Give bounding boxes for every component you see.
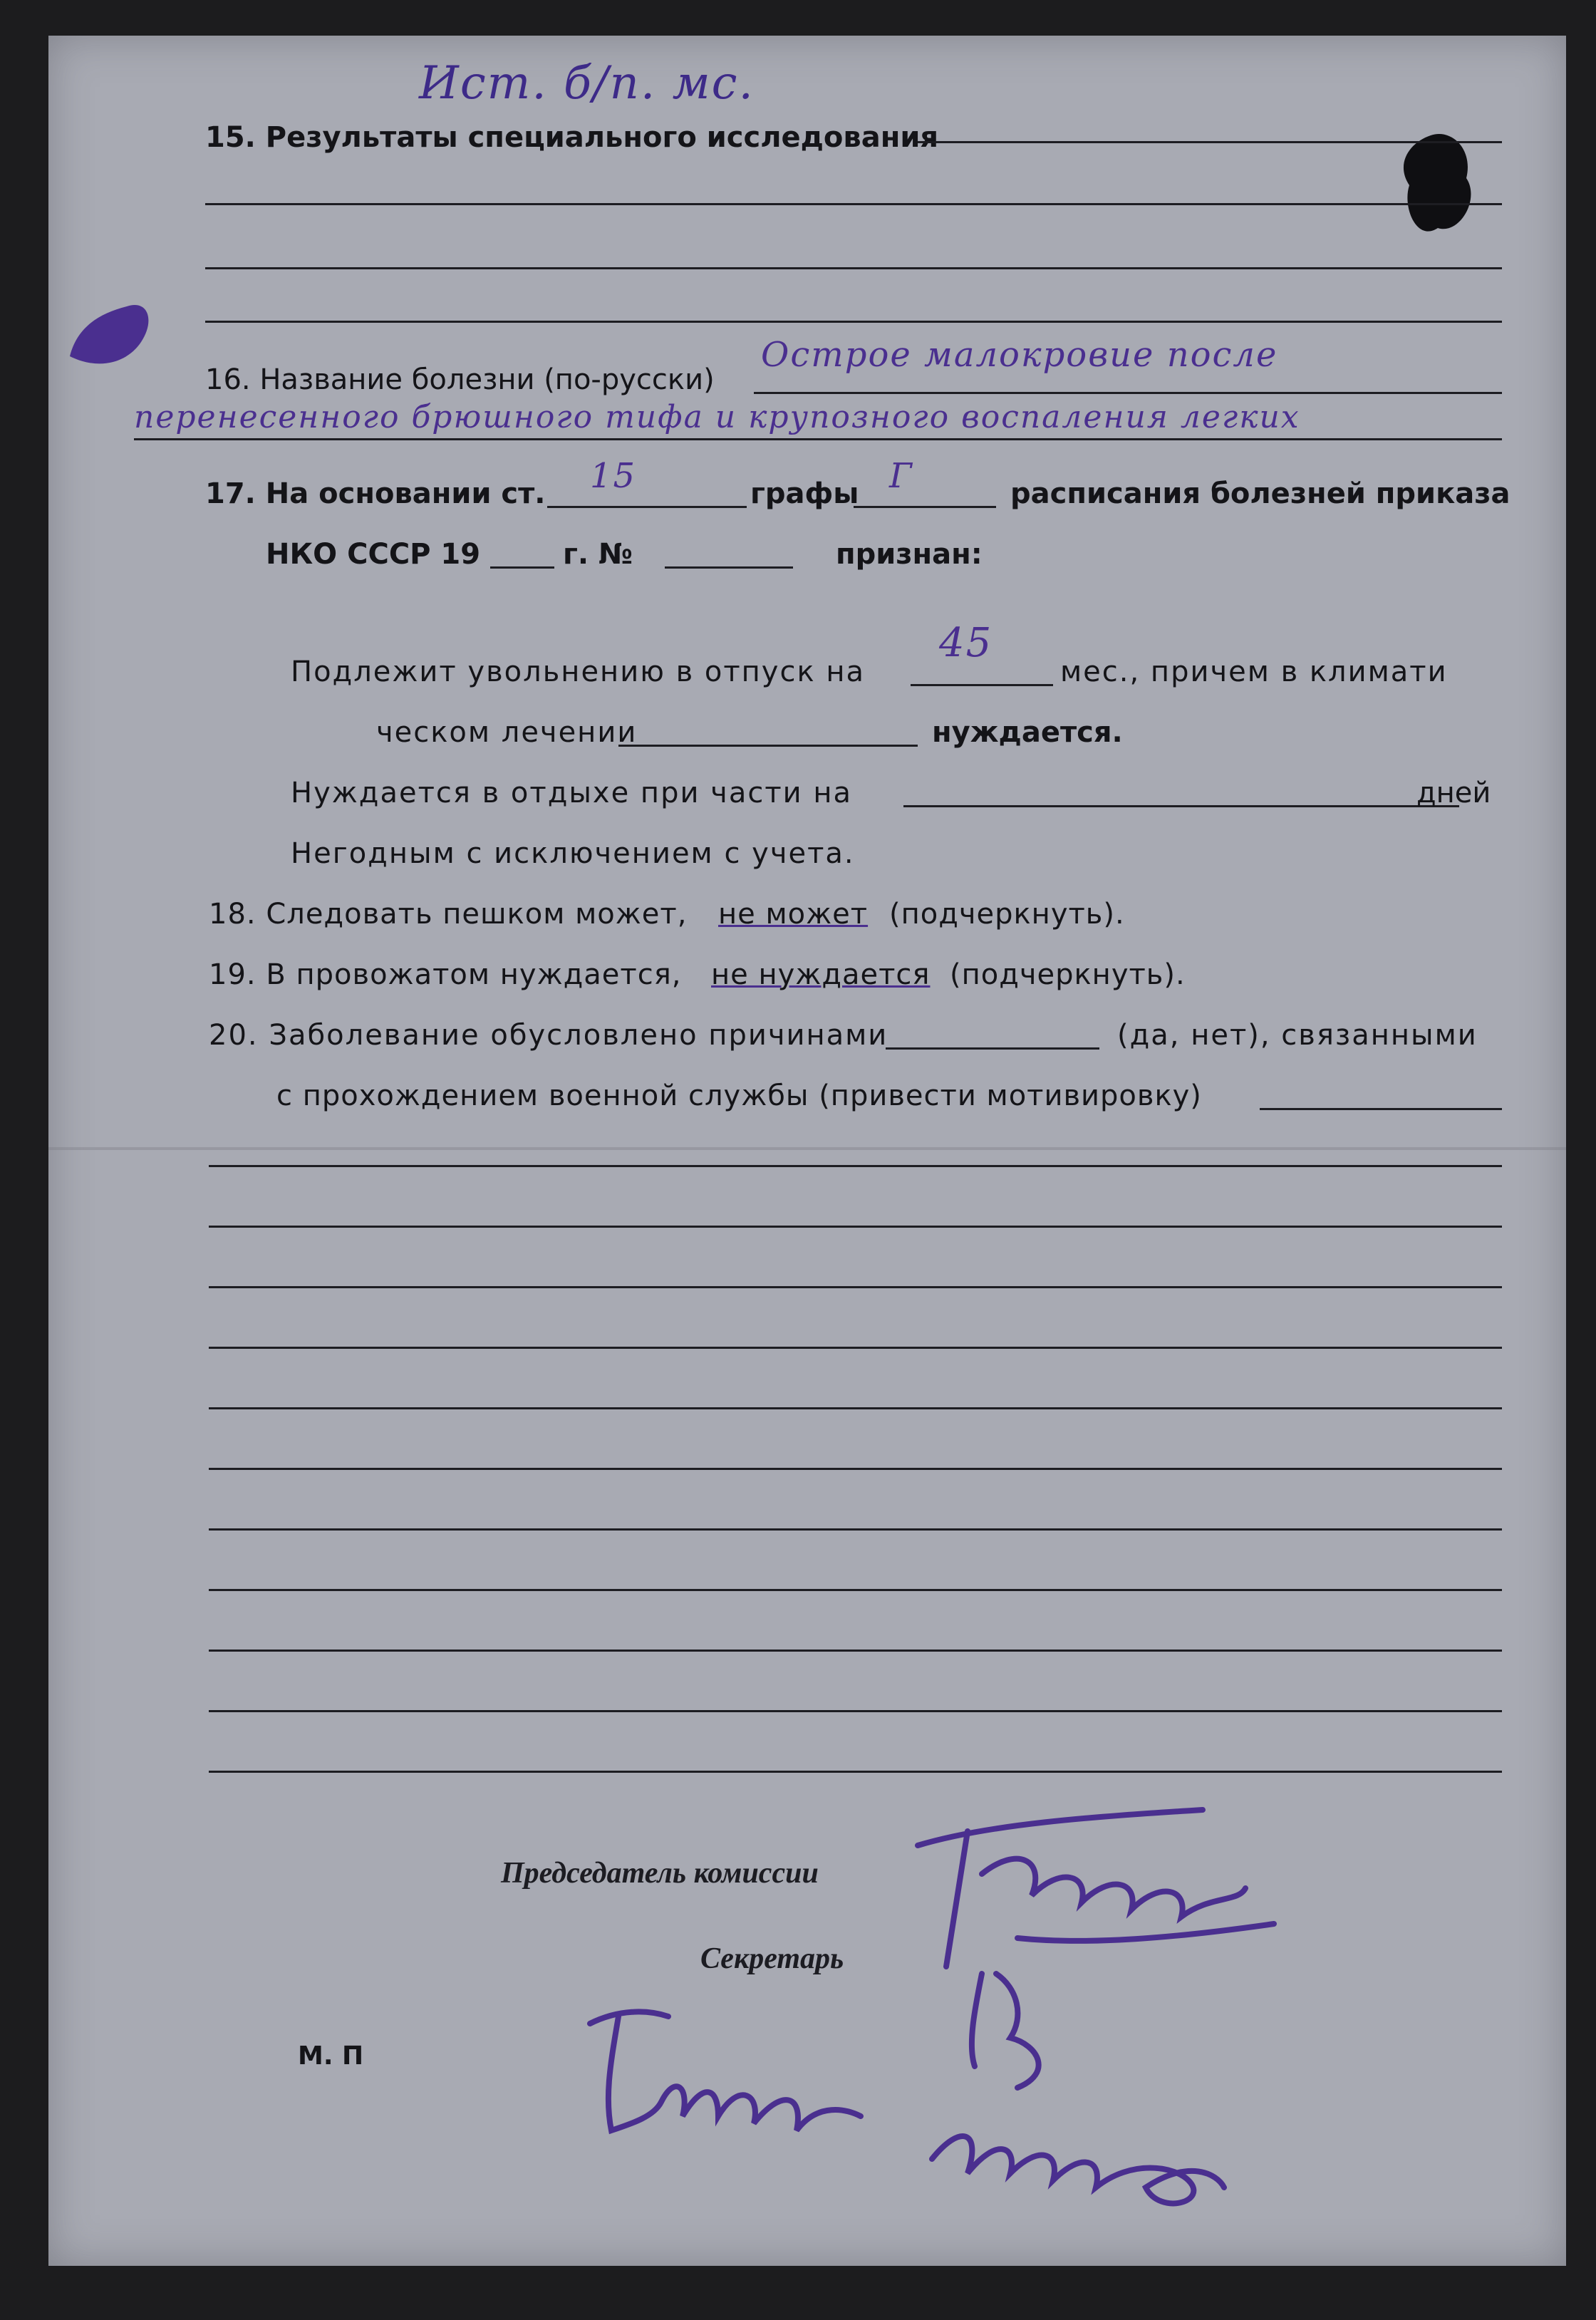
fill-line: [854, 506, 996, 508]
item-15-label: 15. Результаты специального исследования: [205, 121, 939, 154]
third-signature: [889, 1945, 1288, 2216]
item-20-c: с прохождением военной службы (привести мотивировку): [276, 1079, 1202, 1112]
fill-line: [205, 203, 1502, 205]
leave-text-d: нуждается.: [932, 716, 1123, 749]
fill-line: [1260, 1108, 1502, 1110]
diagnosis-line-2: перенесенного брюшного тифа и крупозного воспаления легких: [134, 399, 1300, 435]
item-19-c: (подчеркнуть).: [950, 958, 1186, 991]
ink-blot: [48, 271, 162, 378]
item-17-line2-a: НКО СССР 19: [266, 538, 481, 571]
fill-line: [209, 1771, 1502, 1773]
fill-line: [209, 1407, 1502, 1409]
unfit-text: Негодным с исключением с учета.: [291, 837, 855, 870]
fill-line: [918, 141, 1502, 143]
item-18-a: 18. Следовать пешком может,: [209, 898, 688, 931]
item-20-b: (да, нет), связанными: [1117, 1019, 1478, 1052]
secretary-label: Секретарь: [700, 1942, 844, 1975]
fill-line: [209, 1468, 1502, 1470]
leave-text-a: Подлежит увольнению в отпуск на: [291, 656, 866, 688]
item-19-a: 19. В провожатом нуждается,: [209, 958, 682, 991]
item-17-line2-c: признан:: [836, 538, 983, 571]
document-sheet: [48, 36, 1566, 2266]
stamp-place-label: М. П: [298, 2041, 364, 2071]
rest-text-b: дней: [1416, 777, 1491, 809]
fill-line: [209, 1650, 1502, 1652]
fill-line: [209, 1710, 1502, 1712]
fill-line: [903, 805, 1459, 807]
diagnosis-line-1: Острое малокровие после: [761, 335, 1278, 375]
item-17-prefix: 17. На основании ст.: [205, 477, 546, 510]
fill-line: [209, 1226, 1502, 1228]
item-18-c: (подчеркнуть).: [889, 898, 1125, 931]
fill-line: [209, 1347, 1502, 1349]
fill-line: [209, 1528, 1502, 1531]
fill-line: [490, 566, 554, 569]
leave-text-b: мес., причем в климати: [1060, 656, 1448, 688]
fill-line: [205, 321, 1502, 323]
fill-line: [618, 745, 918, 747]
item-17-line2-b: г. №: [563, 538, 633, 571]
item-19-underlined: не нуждается: [711, 958, 931, 991]
fill-line: [886, 1047, 1099, 1050]
fill-line: [205, 267, 1502, 269]
chairman-label: Председатель комиссии: [501, 1857, 819, 1890]
ink-blot: [1388, 121, 1488, 249]
fill-line: [209, 1286, 1502, 1288]
header-handwriting: Ист. б/п. мс.: [419, 57, 755, 110]
fill-line: [547, 506, 747, 508]
graph-value: Г: [889, 456, 913, 496]
item-18-underlined: не может: [718, 898, 869, 931]
fill-line: [209, 1165, 1502, 1167]
leave-text-c: ческом лечении: [376, 716, 638, 749]
leave-months-value: 45: [939, 620, 993, 666]
secretary-signature: [576, 1988, 918, 2159]
item-16-label: 16. Название болезни (по-русски): [205, 363, 715, 396]
fill-line: [134, 438, 1502, 440]
graph-label: графы: [750, 477, 859, 510]
item-17-suffix: расписания болезней приказа: [1010, 477, 1510, 510]
fill-line: [665, 566, 793, 569]
rest-text-a: Нуждается в отдыхе при части на: [291, 777, 852, 809]
fill-line: [209, 1589, 1502, 1591]
paper-fold: [48, 1147, 1566, 1150]
fill-line: [911, 684, 1053, 686]
fill-line: [754, 392, 1502, 394]
article-value: 15: [590, 456, 637, 496]
item-20-a: 20. Заболевание обусловлено причинами: [209, 1019, 888, 1052]
